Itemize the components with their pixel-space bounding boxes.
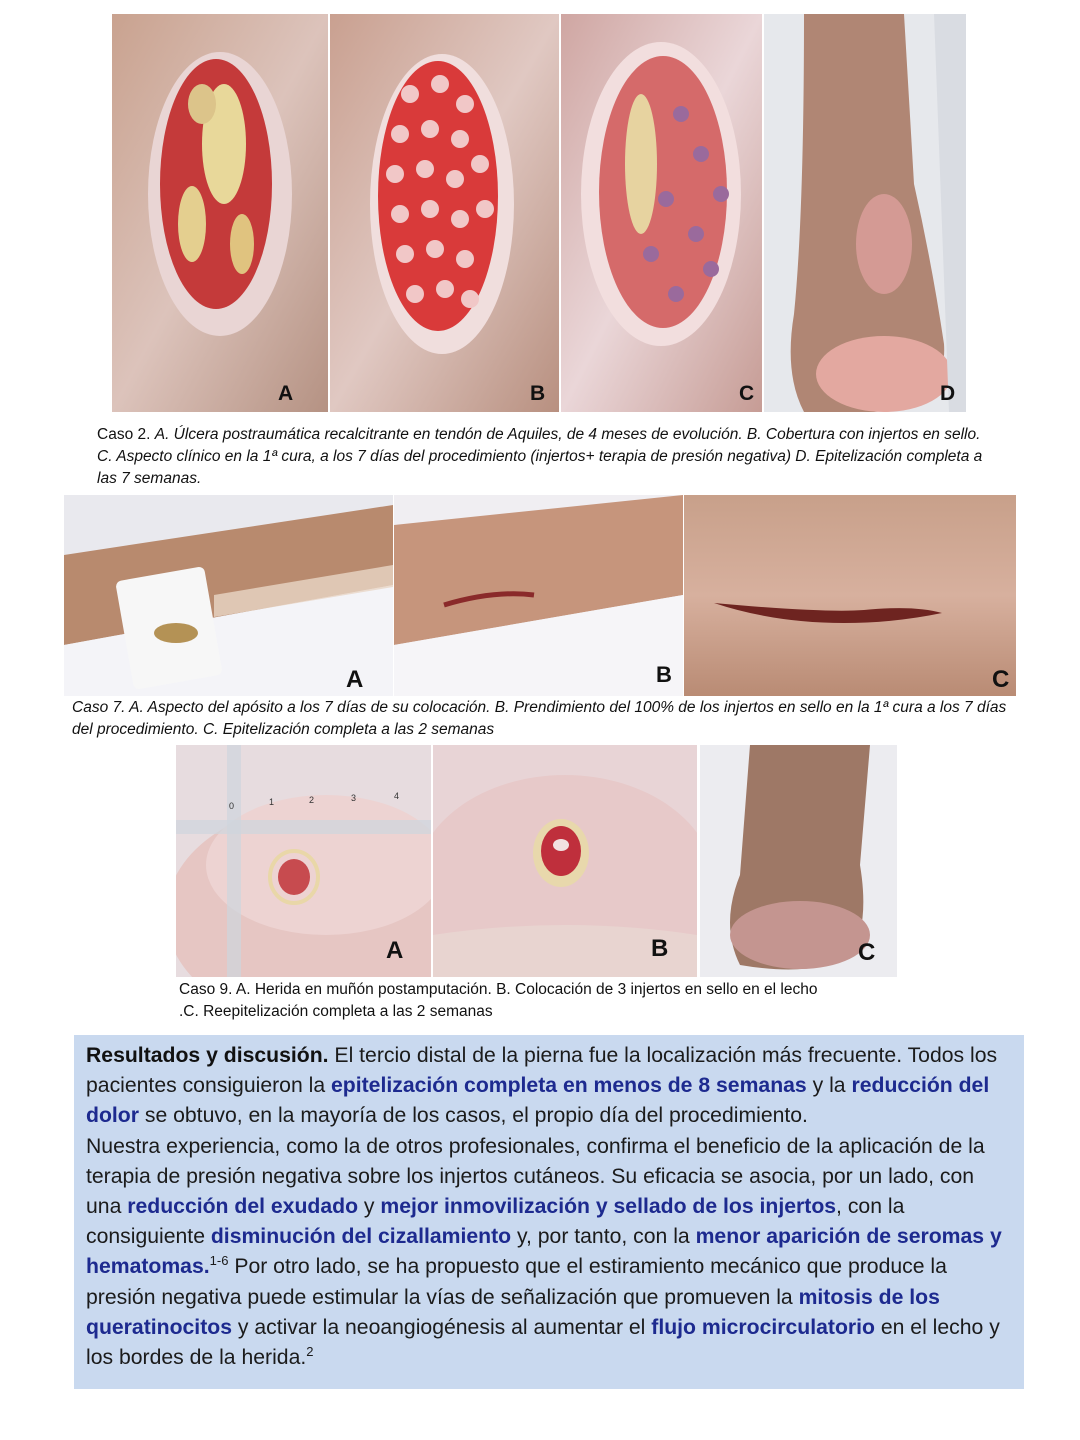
results-highlight-flujo: flujo microcirculatorio (651, 1315, 875, 1339)
results-p2-text-6: y, por tanto, con la (511, 1225, 696, 1249)
results-highlight-cizallamiento: disminución del cizallamiento (210, 1225, 512, 1249)
case2-caption (97, 424, 997, 490)
case7-label-b: B (656, 662, 672, 687)
case7-label-c: C (992, 666, 1010, 693)
case9-ruler-4: 4 (394, 791, 400, 801)
results-highlight-inmovilizacion: mejor inmovilización y sellado de los injertos (380, 1195, 837, 1219)
results-highlight-epitelizacion: epitelización completa en menos de 8 semanas (331, 1074, 807, 1098)
results-p2-text-2: y (358, 1195, 381, 1219)
case2-label-b: B (530, 382, 546, 405)
case2-caption-text: A. Úlcera postraumática recalcitrante en tendón de Aquiles, de 4 meses de evolución. B. Cobertura con injertos en sello. C. Aspecto clínico en la 1ª cura, a los 7 días del procedimiento (injertos+ terapia de presión negativa) D. Epitelización completa a las 7 semanas. (97, 426, 983, 487)
results-p2-text-13: en el lecho y los bordes de la herida. (86, 1315, 1000, 1370)
case2-label-a: A (278, 382, 294, 405)
results-paragraph-2 (86, 1132, 1012, 1374)
case9-photo-a (176, 745, 431, 977)
case7-photo-b (394, 495, 683, 696)
case9-ruler-3: 3 (351, 793, 357, 803)
results-section (74, 1035, 1024, 1389)
results-paragraph-1 (86, 1041, 1012, 1132)
results-highlight-exudado: reducción del exudado (127, 1195, 359, 1219)
case9-caption-line2: .C. Reepitelización completa a las 2 semanas (179, 1003, 493, 1020)
case7-photo-a (64, 495, 393, 696)
case7-caption (72, 697, 1012, 741)
case2-label-d: D (940, 382, 956, 405)
case9-label-a: A (386, 937, 404, 964)
case9-caption-line1: Caso 9. A. Herida en muñón postamputación. B. Colocación de 3 injertos en sello en el lecho (179, 981, 818, 998)
results-p1-text-4: se obtuvo, en la mayoría de los casos, el propio día del procedimiento. (138, 1104, 808, 1128)
case2-photo-d (764, 14, 966, 412)
results-citation-2: 2 (306, 1343, 314, 1359)
results-p2-text-9: Por otro lado, se ha propuesto que el estiramiento mecánico que produce la presión negativa puede estimular la vías de señalización que promueven la (86, 1255, 947, 1309)
case9-photo-c (700, 745, 897, 977)
results-highlight-seromas: menor aparición de seromas y hematomas. (86, 1225, 1002, 1279)
results-p2-text-4: , con la consiguiente (86, 1195, 905, 1249)
case9-caption (179, 979, 959, 1023)
results-highlight-reduccion-dolor: reducción del dolor (86, 1074, 990, 1128)
case2-caption-prefix: Caso 2. (97, 426, 155, 443)
case9-photo-b (433, 745, 697, 977)
case9-label-c: C (858, 939, 876, 966)
results-heading: Resultados y discusión. (86, 1044, 329, 1067)
case7-photo-c (684, 495, 1016, 696)
case7-caption-text: Caso 7. A. Aspecto del apósito a los 7 días de su colocación. B. Prendimiento del 100% de los injertos en sello en la 1ª cura a los 7 días del procedimiento. C. Epitelización completa a las 2 semanas (72, 699, 1007, 738)
results-highlight-mitosis: mitosis de los queratinocitos (86, 1285, 940, 1339)
case9-ruler-1: 1 (269, 797, 275, 807)
case2-photo-a (112, 14, 328, 412)
results-p2-text-0: Nuestra experiencia, como la de otros profesionales, confirma el beneficio de la aplicación de la terapia de presión negativa sobre los injertos cutáneos. Su eficacia se asocia, por un lado, con una (86, 1134, 985, 1219)
results-p1-text-2: y la (806, 1074, 852, 1098)
results-p1-text-0: El tercio distal de la pierna fue la localización más frecuente. Todos los pacientes consiguieron la (86, 1044, 998, 1098)
case9-ruler-2: 2 (309, 795, 315, 805)
case9-label-b: B (651, 935, 669, 962)
results-p2-text-11: y activar la neoangiogénesis al aumentar el (231, 1315, 652, 1339)
case9-ruler-0: 0 (229, 801, 235, 811)
case2-photo-b (330, 14, 559, 412)
case2-photo-c (561, 14, 762, 412)
case2-label-c: C (739, 382, 755, 405)
case7-label-a: A (346, 666, 364, 693)
results-citation-1-6: 1-6 (209, 1253, 229, 1269)
